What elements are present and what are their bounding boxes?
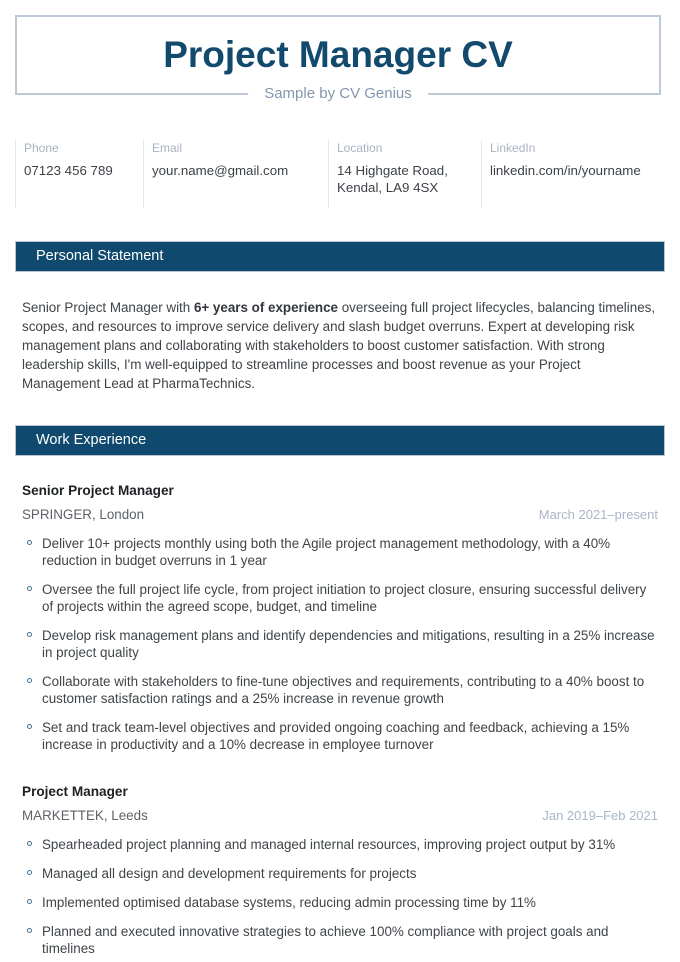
list-item [22, 535, 658, 569]
list-item [22, 836, 658, 853]
bullet-circle-icon [27, 632, 32, 637]
job-meta [22, 507, 658, 522]
statement-text-after: overseeing full project lifecycles, balancing timelines, scopes, and resources to improve service delivery and slash budget overruns. Expert at developing risk management plans and collaborating with stakeholders to boost customer satisfaction. With strong leadership skills, I'm well-equipped to streamline processes and boost revenue as your Project Management Lead at PharmaTechnics. [22, 300, 656, 391]
job-meta [22, 808, 658, 823]
contact-value-phone: 07123 456 789 [24, 163, 113, 178]
job-entry-senior-project-manager [22, 483, 658, 753]
job-company: SPRINGER, London [22, 507, 145, 522]
page-title: Project Manager CV [163, 34, 513, 75]
list-item [22, 673, 658, 707]
bullet-circle-icon [27, 928, 32, 933]
bullet-circle-icon [27, 540, 32, 545]
bullet-circle-icon [27, 870, 32, 875]
personal-statement-text [22, 298, 659, 393]
bullet-text: Deliver 10+ projects monthly using both the Agile project management methodology, with a 40% reduction in budget overruns in 1 year [42, 536, 611, 568]
section-header-work-experience: Work Experience [15, 425, 665, 456]
job-entry-project-manager [22, 784, 658, 957]
contact-value-linkedin: linkedin.com/in/yourname [490, 163, 641, 178]
bullet-text: Oversee the full project life cycle, from project initiation to project closure, ensuring successful delivery of projects within the agreed scope, budget, and timeline [42, 582, 647, 614]
contact-item-email [143, 140, 328, 208]
contact-value-location: 14 Highgate Road, Kendal, LA9 4SX [337, 163, 448, 195]
bullet-circle-icon [27, 586, 32, 591]
contact-value-email: your.name@gmail.com [152, 163, 289, 178]
list-item [22, 865, 658, 882]
bullet-text: Spearheaded project planning and managed internal resources, improving project output by 31% [42, 837, 616, 852]
bullet-text: Collaborate with stakeholders to fine-tune objectives and requirements, contributing to a 40% boost to customer satisfaction ratings and a 25% increase in revenue growth [42, 674, 645, 706]
list-item [22, 923, 658, 957]
bullet-circle-icon [27, 899, 32, 904]
job-bullet-list [22, 535, 658, 753]
contact-item-linkedin [481, 140, 665, 208]
bullet-text: Set and track team-level objectives and provided ongoing coaching and feedback, achieving a 15% increase in productivity and a 10% decrease in employee turnover [42, 720, 630, 752]
section-header-personal-statement: Personal Statement [15, 241, 665, 272]
list-item [22, 719, 658, 753]
contact-row [15, 140, 665, 208]
bullet-text: Develop risk management plans and identify dependencies and mitigations, resulting in a 25% increase in project quality [42, 628, 655, 660]
bullet-circle-icon [27, 841, 32, 846]
statement-text-bold: 6+ years of experience [193, 300, 338, 315]
list-item [22, 894, 658, 911]
job-title: Project Manager [22, 784, 128, 799]
bullet-text: Planned and executed innovative strategies to achieve 100% compliance with project goals and timelines [42, 924, 609, 956]
bullet-circle-icon [27, 678, 32, 683]
page-subtitle: Sample by CV Genius [248, 85, 428, 102]
job-dates: March 2021–present [538, 507, 658, 522]
contact-label: LinkedIn [490, 141, 536, 155]
contact-item-phone [15, 140, 143, 208]
job-dates: Jan 2019–Feb 2021 [542, 808, 658, 823]
job-title: Senior Project Manager [22, 483, 174, 498]
contact-item-location [328, 140, 481, 208]
list-item [22, 627, 658, 661]
bullet-text: Implemented optimised database systems, reducing admin processing time by 11% [42, 895, 536, 910]
contact-label: Phone [24, 141, 59, 155]
list-item [22, 581, 658, 615]
contact-label: Email [152, 141, 183, 155]
statement-text-before: Senior Project Manager with [22, 300, 194, 315]
bullet-circle-icon [27, 724, 32, 729]
job-company: MARKETTEK, Leeds [22, 808, 148, 823]
title-box [15, 15, 661, 102]
job-bullet-list [22, 836, 658, 957]
bullet-text: Managed all design and development requirements for projects [42, 866, 417, 881]
contact-label: Location [337, 141, 383, 155]
